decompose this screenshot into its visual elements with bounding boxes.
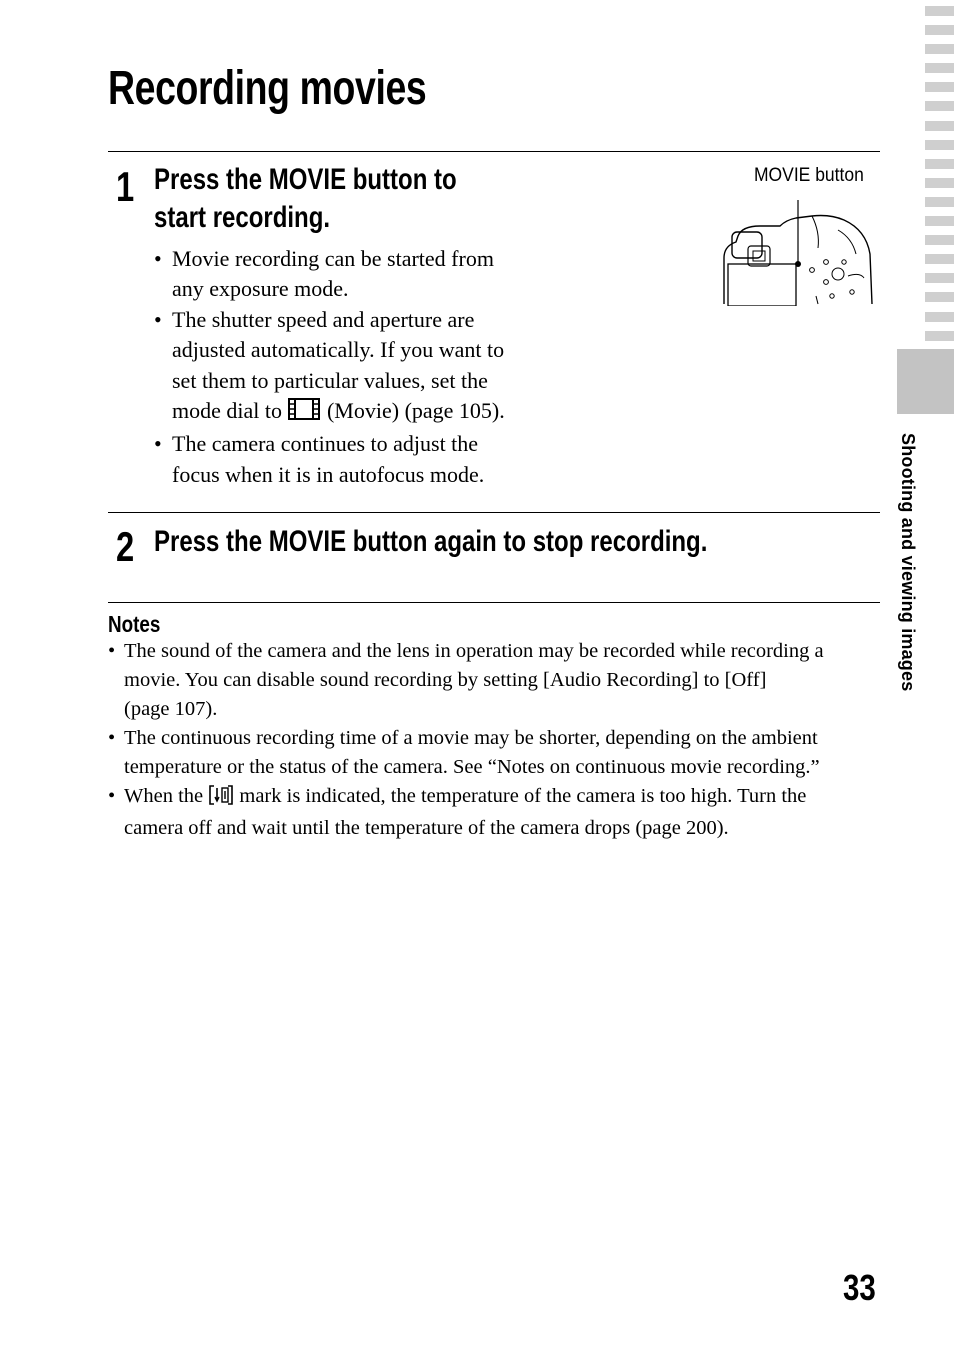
step-2-title: Press the MOVIE button again to stop recording. bbox=[154, 525, 708, 558]
index-tick bbox=[925, 140, 954, 150]
text-line: any exposure mode. bbox=[172, 276, 349, 302]
step-1-title-line-1: Press the MOVIE button to bbox=[154, 163, 457, 196]
index-tick bbox=[925, 273, 954, 283]
index-tick bbox=[925, 44, 954, 54]
text-line: The camera continues to adjust the bbox=[172, 431, 479, 457]
step-1-number: 1 bbox=[116, 163, 135, 210]
text-line: temperature or the status of the camera. See “Notes on continuous movie recording.” bbox=[124, 756, 820, 778]
list-item bbox=[108, 782, 888, 843]
text-line: set them to particular values, set the bbox=[172, 367, 488, 393]
index-tick bbox=[925, 235, 954, 245]
list-item bbox=[108, 724, 888, 782]
text-line: focus when it is in autofocus mode. bbox=[172, 461, 485, 487]
list-item bbox=[154, 305, 505, 430]
bullet: • bbox=[154, 431, 162, 457]
index-tick bbox=[925, 101, 954, 111]
text-line: camera off and wait until the temperature of the camera drops (page 200). bbox=[124, 817, 729, 839]
text-line: movie. You can disable sound recording by setting [Audio Recording] to [Off] bbox=[124, 669, 767, 691]
index-tick bbox=[925, 216, 954, 226]
text-span: mark is indicated, the temperature of the camera is too high. Turn the bbox=[239, 785, 807, 807]
divider bbox=[108, 512, 880, 513]
section-side-label: Shooting and viewing images bbox=[898, 433, 918, 692]
index-tick bbox=[925, 82, 954, 92]
bullet: • bbox=[154, 246, 162, 271]
camera-icon bbox=[720, 196, 876, 306]
text-line: The shutter speed and aperture are bbox=[172, 306, 475, 332]
notes-list bbox=[108, 637, 888, 843]
bullet: • bbox=[154, 306, 162, 332]
index-tick bbox=[925, 254, 954, 264]
page-title: Recording movies bbox=[108, 62, 427, 115]
text-line bbox=[124, 782, 888, 814]
text-line: The sound of the camera and the lens in operation may be recorded while recording a bbox=[124, 640, 824, 662]
text-line: (page 107). bbox=[124, 698, 218, 720]
page-number: 33 bbox=[843, 1267, 876, 1308]
text-span: When the bbox=[124, 785, 204, 807]
text-line bbox=[172, 396, 505, 429]
text-span: (Movie) (page 105). bbox=[326, 398, 505, 424]
step-2-number: 2 bbox=[116, 523, 135, 570]
bullet: • bbox=[108, 640, 116, 662]
index-tick bbox=[925, 121, 954, 131]
camera-illustration bbox=[720, 196, 876, 311]
index-tick bbox=[925, 25, 954, 35]
index-tick bbox=[925, 331, 954, 341]
section-tab bbox=[897, 349, 954, 414]
divider bbox=[108, 151, 880, 152]
movie-mode-icon bbox=[287, 397, 321, 429]
index-tick bbox=[925, 159, 954, 169]
index-tick bbox=[925, 312, 954, 322]
figure-label: MOVIE button bbox=[754, 165, 864, 186]
edge-index-tabs bbox=[925, 6, 954, 350]
bullet: • bbox=[108, 727, 116, 749]
index-tick bbox=[925, 292, 954, 302]
step-1-bullet-list bbox=[154, 244, 505, 490]
temperature-warning-icon bbox=[208, 785, 234, 814]
index-tick bbox=[925, 6, 954, 16]
index-tick bbox=[925, 197, 954, 207]
index-tick bbox=[925, 63, 954, 73]
step-1-title-line-2: start recording. bbox=[154, 201, 331, 234]
notes-heading: Notes bbox=[108, 611, 161, 637]
bullet: • bbox=[108, 785, 116, 807]
text-span: mode dial to bbox=[172, 398, 282, 424]
text-line: The continuous recording time of a movie may be shorter, depending on the ambient bbox=[124, 727, 818, 749]
index-tick bbox=[925, 178, 954, 188]
list-item bbox=[108, 637, 888, 724]
divider bbox=[108, 602, 880, 603]
text-line: Movie recording can be started from bbox=[172, 246, 494, 271]
list-item bbox=[154, 244, 505, 305]
list-item bbox=[154, 429, 505, 490]
text-line: adjusted automatically. If you want to bbox=[172, 337, 505, 363]
